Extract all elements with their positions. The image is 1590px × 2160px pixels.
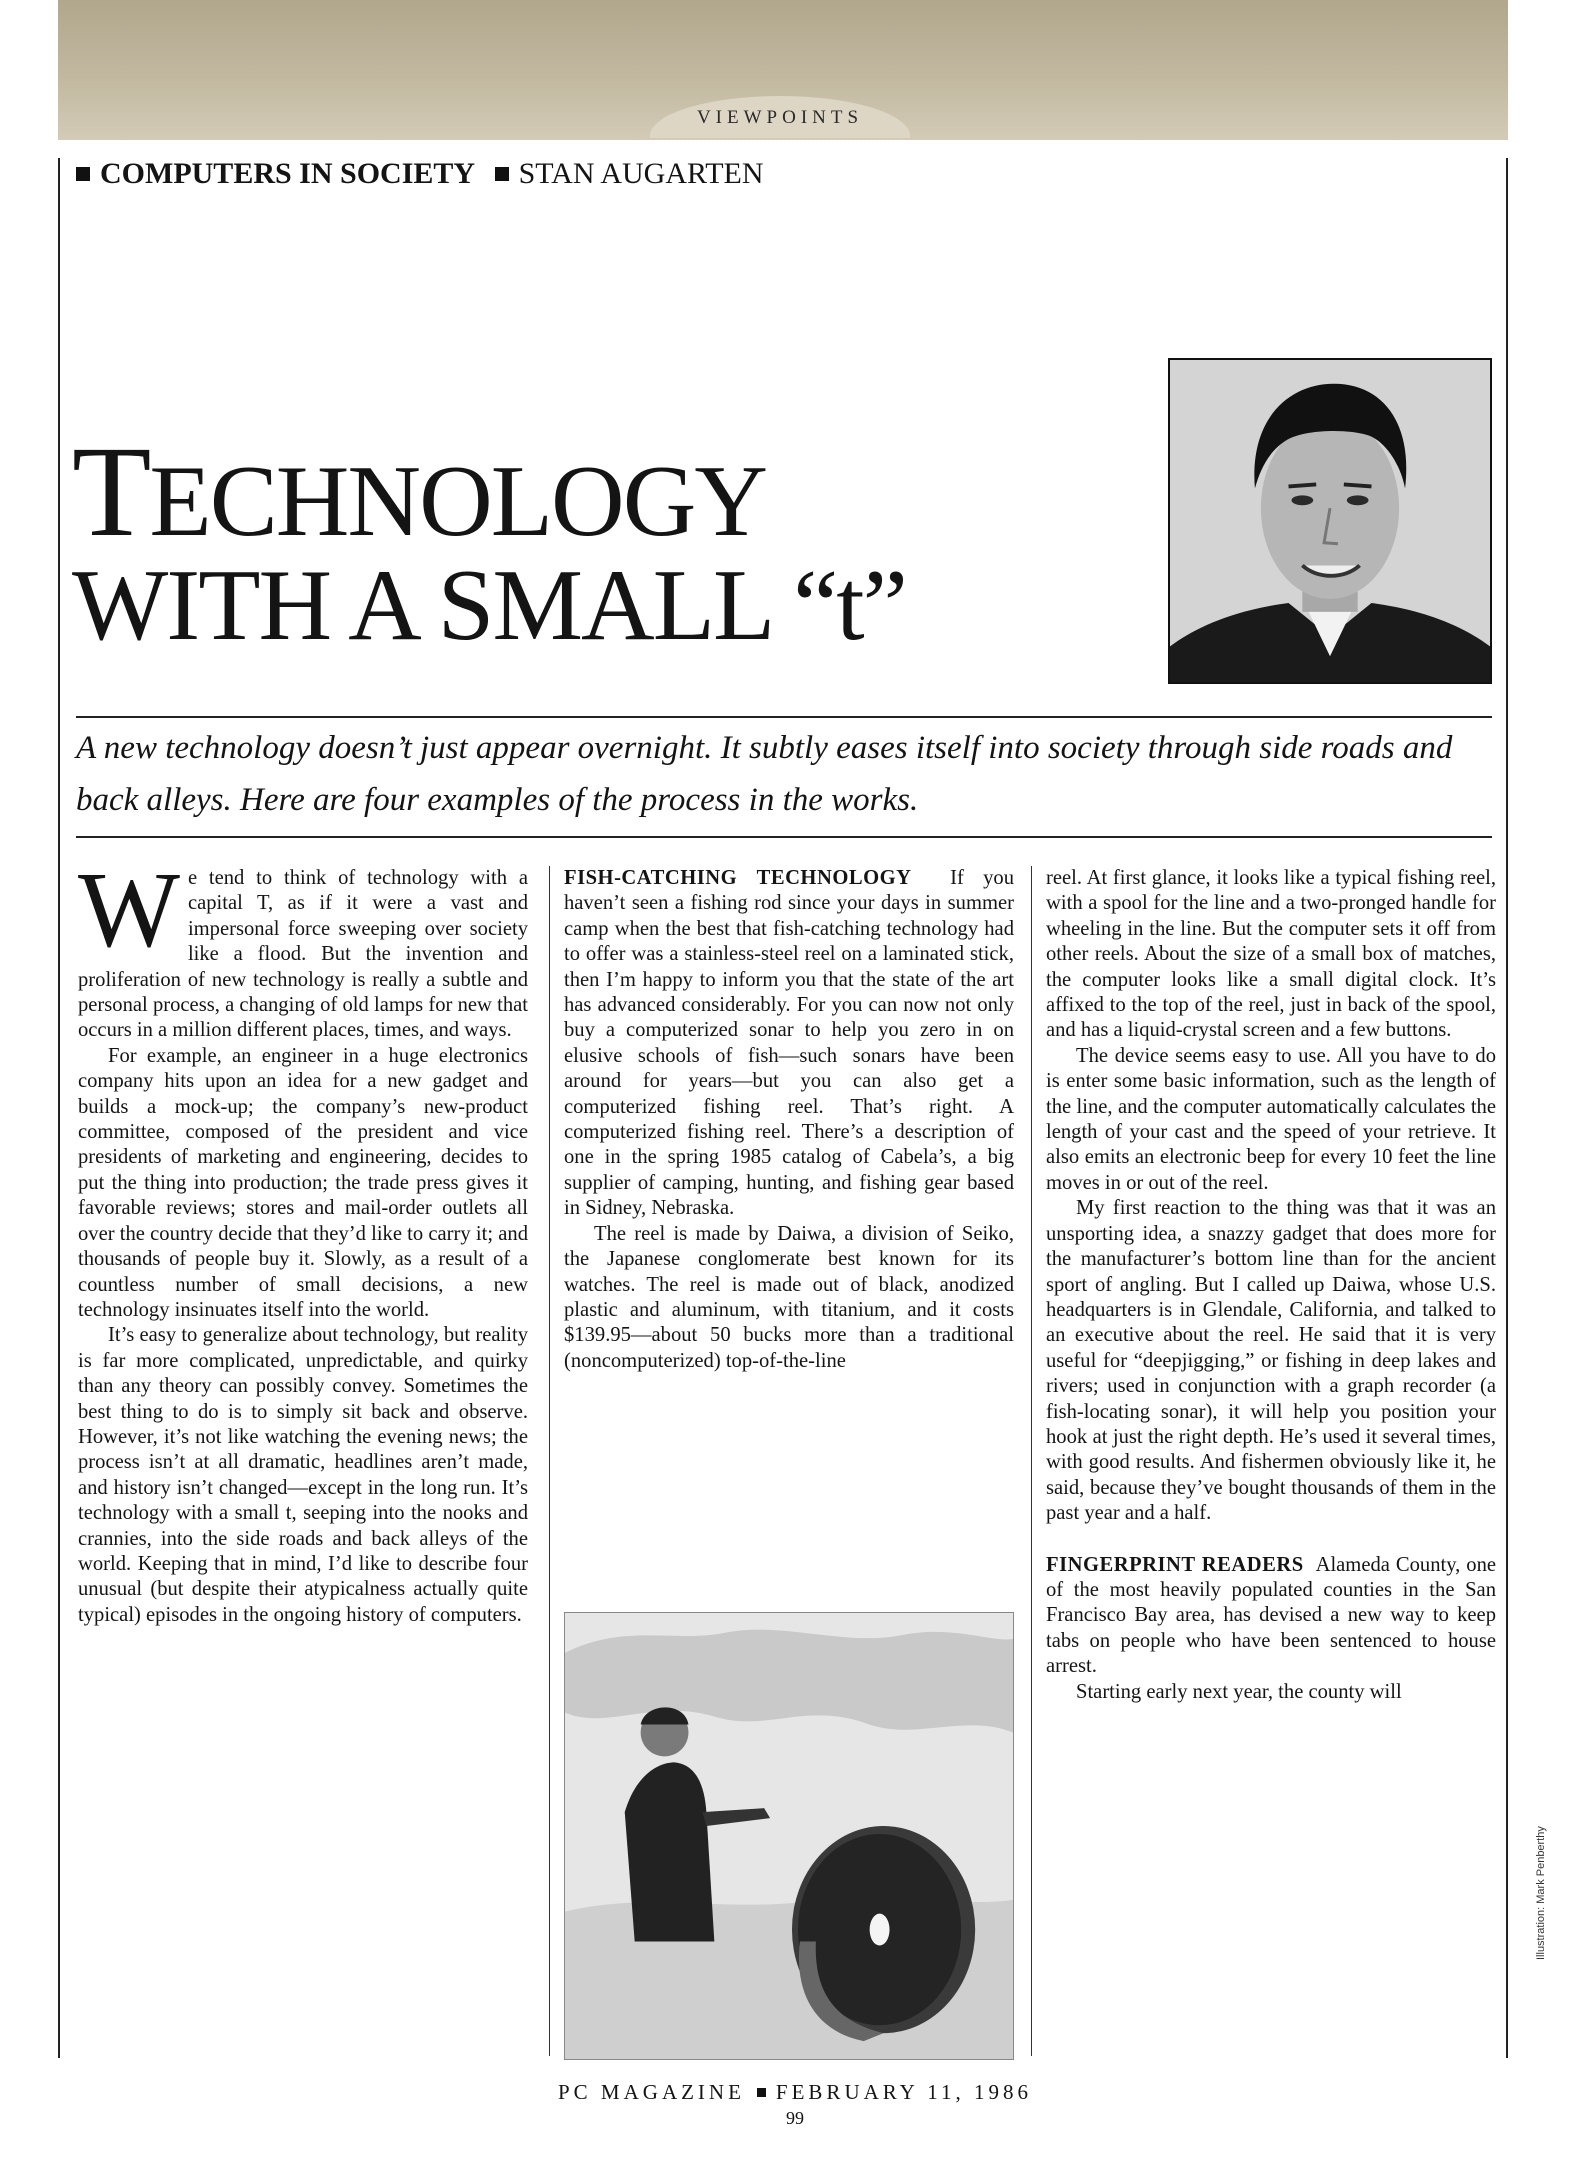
bullet-square-icon xyxy=(76,167,90,181)
bullet-square-icon xyxy=(495,167,509,181)
author-portrait xyxy=(1168,358,1492,684)
illustration-woman-wheel-icon xyxy=(565,1613,1013,2059)
headline xyxy=(72,420,906,662)
subhead-fish-catching: FISH-CATCHING TECHNOLOGY xyxy=(564,867,912,889)
paragraph: We tend to think of technology with a capital T, as if it were a vast and impersonal force sweeping over society like a flood. But the invention and proliferation of new technology is really a subtle and personal process, a changing of old lamps for new that occurs in a million different places, times, and ways. xyxy=(78,851,528,1042)
deck-rule-bottom xyxy=(76,836,1492,838)
drop-cap: W xyxy=(78,851,180,970)
headline-line2: WITH A SMALL “t” xyxy=(72,549,906,662)
paragraph: The device seems easy to use. All you have to do is enter some basic information, such as the length of the line, and the computer automatically calculates the length of your cast and the speed of your retrieve. It also emits an electronic beep for every 10 feet the line moves in or out of the reel. xyxy=(1046,1044,1496,1194)
subhead-fingerprint-readers: FINGERPRINT READERS xyxy=(1046,1553,1304,1576)
paragraph: My first reaction to the thing was that it was an unsporting idea, a snazzy gadget that does more for the manufacturer’s bottom line than for the ancient sport of angling. But I called up Daiwa, whose U.S. headquarters is in Glendale, California, and talked to an executive about the reel. He said that it is very useful for “deepjigging,” or fishing in deep lakes and rivers; used in conjunction with a graph recorder (a fish-locating sonar), it will help you position your hook at just the right depth. He’s used it several times, with good results. And fishermen obviously like it, he said, because they’ve bought thousands of them in the past year and a half. xyxy=(1046,1197,1496,1525)
column-1 xyxy=(78,851,528,1628)
deck-rule-top xyxy=(76,716,1492,718)
paragraph: Starting early next year, the county will xyxy=(1076,1680,1402,1703)
department-line xyxy=(76,154,764,194)
issue-date: FEBRUARY 11, 1986 xyxy=(775,2080,1032,2104)
viewpoints-kicker: VIEWPOINTS xyxy=(650,96,910,138)
paragraph: For example, an engineer in a huge electronics company hits upon an idea for a new gadget and builds a mock-up; the company’s new-product committee, composed of the president and vice presidents of marketing and engineering, decides to put the thing into production; the trade press gives it favorable reviews; stores and mail-order outlets all over the country decide that they’d like to carry it; and thousands of people buy it. Slowly, as a result of a countless number of small decisions, a new technology insinuates itself into the world. xyxy=(78,1044,528,1321)
illustration xyxy=(564,1612,1014,2060)
magazine-name: PC MAGAZINE xyxy=(558,2080,745,2104)
page-number: 99 xyxy=(786,2108,804,2128)
bullet-square-icon xyxy=(757,2088,766,2097)
page-footer xyxy=(0,2080,1590,2104)
column-divider xyxy=(1031,866,1032,2056)
author-name: STAN AUGARTEN xyxy=(518,157,764,190)
paragraph: reel. At first glance, it looks like a typical fishing reel, with a spool for the line and a two-pronged handle for wheeling in the line. But the computer sets it off from other reels. About the size of a small box of matches, the computer looks like a small digital clock. It’s affixed to the top of the reel, just in back of the spool, and has a liquid-crystal screen and a few buttons. xyxy=(1046,867,1496,1042)
column-3 xyxy=(1046,866,1496,1705)
illustration-credit: Illustration: Mark Penberthy xyxy=(1535,1826,1547,1960)
paragraph: The reel is made by Daiwa, a division of Seiko, the Japanese conglomerate best known for its watches. The reel is made out of black, anodized plastic and aluminum, with titanium, and it costs $139.95—about 50 bucks more than a traditional (noncomputerized) top-of-the-line xyxy=(564,1222,1014,1372)
deck-subtitle: A new technology doesn’t just appear overnight. It subtly eases itself into society through side roads and back alleys. Here are four examples of the process in the works. xyxy=(76,730,1453,818)
headline-line1: ECHNOLOGY xyxy=(149,445,767,558)
column-2 xyxy=(564,866,1014,1374)
section-gap xyxy=(1046,1527,1496,1553)
author-portrait-icon xyxy=(1170,360,1490,682)
paragraph: It’s easy to generalize about technology, but reality is far more complicated, unpredictable, and quirky than any theory can possibly convey. Sometimes the best thing to do is to simply sit back and observe. However, it’s not like watching the evening news; the process isn’t at all dramatic, headlines aren’t made, and history isn’t changed—except in the long run. It’s technology with a small t, seeping into the nooks and crannies, into the side roads and back alleys of the world. Keeping that in mind, I’d like to describe four unusual (but despite their atypicalness actually quite typical) episodes in the ongoing history of computers. xyxy=(78,1324,528,1626)
paragraph: FISH-CATCHING TECHNOLOGY If you haven’t seen a fishing rod since your days in summer camp when the best that fish-catching technology had to offer was a stainless-steel reel on a laminated stick, then I’m happy to inform you that the state of the art has advanced considerably. For you can now not only buy a computerized sonar to help you zero in on elusive schools of fish—such sonars have been around for years—but you can also get a computerized fishing reel. That’s right. A computerized fishing reel. There’s a description of one in the spring 1985 catalog of Cabela’s, a big supplier of camping, hunting, and fishing gear based in Sidney, Nebraska. xyxy=(564,867,1014,1220)
headline-initial: T xyxy=(72,420,150,564)
column-divider xyxy=(549,866,550,2056)
section-name: COMPUTERS IN SOCIETY xyxy=(100,157,476,190)
paragraph: FINGERPRINT READERS Alameda County, one of the most heavily populated counties in the San Francisco Bay area, has devised a new way to keep tabs on people who have been sentenced to house arrest. xyxy=(1046,1553,1497,1678)
